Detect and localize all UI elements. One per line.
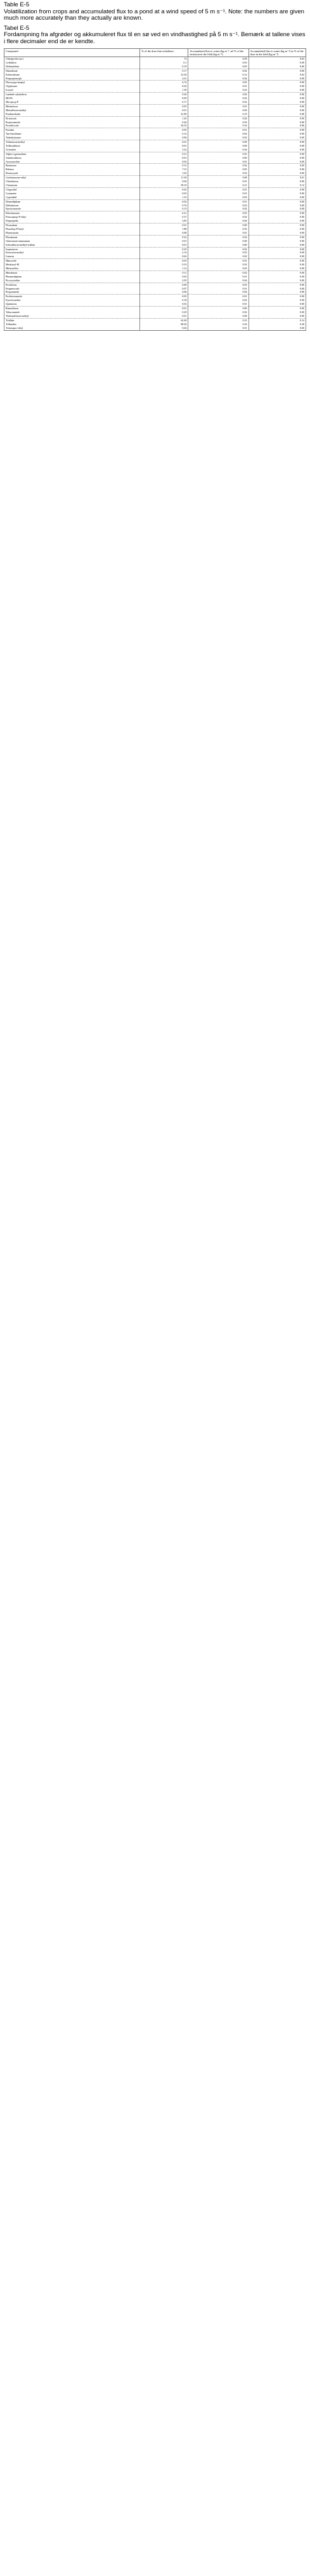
compound-name-cell: Iodosulfuron-methyl-sodium [4,243,140,247]
compound-name-cell: Propiconazole [4,121,140,124]
compound-name-cell: Quinmerac [4,302,140,306]
flux-dose-cell: 0.00 [249,326,306,330]
percent-volatilized-cell: 0.96 [140,136,188,140]
flux-dose-cell: 0.00 [249,215,306,219]
compound-name-cell: Cyprodinil [4,196,140,199]
flux-dose-cell: 0.00 [249,302,306,306]
percent-volatilized-cell: 1.88 [140,227,188,231]
percent-volatilized-cell: 0.07 [140,287,188,291]
percent-volatilized-cell: 74 [140,57,188,61]
flux-dose-cell: 0.00 [249,164,306,168]
flux-dose-cell: 0.00 [249,270,306,274]
flux-emission-cell: 0.05 [188,81,249,84]
percent-volatilized-cell: 2.14 [140,251,188,255]
flux-emission-cell: 0.01 [188,84,249,88]
flux-dose-cell: 0.01 [249,176,306,180]
flux-emission-cell: 0.21 [188,184,249,187]
compound-name-cell: Prosulfocarb [4,124,140,128]
flux-dose-cell: 0.00 [249,227,306,231]
percent-volatilized-cell: 0.01 [140,144,188,148]
flux-emission-cell: 0.00 [188,224,249,227]
compound-name-cell: Ioxynil [4,88,140,92]
compound-name-cell: Mancozeb [4,259,140,263]
flux-dose-cell: 0.00 [249,97,306,100]
percent-volatilized-cell: 1.02 [140,171,188,175]
flux-emission-cell: 0.03 [188,152,249,156]
flux-dose-cell: 0.00 [249,298,306,302]
flux-emission-cell: 0.23 [188,318,249,322]
flux-emission-cell: 0.02 [188,255,249,258]
percent-volatilized-cell: 0.27 [140,215,188,219]
percent-volatilized-cell: 0.02 [140,187,188,191]
flux-dose-cell: 0.00 [249,231,306,235]
flux-dose-cell: 0.03 [249,57,306,61]
compound-name-cell: Amidosulfuron [4,156,140,160]
flux-dose-cell: 0.00 [249,275,306,279]
flux-dose-cell: 0.02 [249,73,306,77]
flux-dose-cell: 0.00 [249,295,306,298]
percent-volatilized-cell: 41.80 [140,112,188,116]
flux-emission-cell: 0.02 [188,263,249,267]
percent-volatilized-cell: 0.01 [140,109,188,112]
flux-emission-cell: 0.02 [188,247,249,251]
table-id: Table E-5 [4,1,30,8]
flux-dose-cell: 0.00 [249,247,306,251]
compound-name-cell: Dimethoate [4,69,140,72]
percent-volatilized-cell: 0.01 [140,307,188,310]
flux-dose-cell: 0.00 [249,283,306,286]
flux-dose-cell: 0.00 [249,116,306,120]
flux-dose-cell: 0.00 [249,84,306,88]
compound-name-cell: Fenpropidin [4,219,140,223]
compound-name-cell: Rimsulfuron [4,307,140,310]
flux-dose-cell: 0.00 [249,88,306,92]
flux-dose-cell: 0.00 [249,251,306,255]
compound-name-cell: Desmedipham [4,199,140,203]
compound-name-cell: Prothioconazole [4,295,140,298]
flux-emission-cell: 0.03 [188,204,249,208]
flux-emission-cell: 0.01 [188,326,249,330]
compound-name-cell: Triflusulfuron [4,144,140,148]
flux-dose-cell: 0.00 [249,187,306,191]
percent-volatilized-cell: 11.30 [140,176,188,180]
compound-name-cell: Flumioxazin [4,231,140,235]
flux-dose-cell: 0.00 [249,160,306,164]
percent-volatilized-cell: 0.17 [140,69,188,72]
percent-volatilized-cell: 0.02 [140,199,188,203]
flux-dose-cell: 0.00 [249,199,306,203]
compound-name-cell: Carfentrazone-ethyl [4,176,140,180]
compound-name-cell: Triallate [4,318,140,322]
flux-emission-cell: 0.12 [188,73,249,77]
compound-name-cell: Tau-fluvalinate [4,132,140,136]
flux-emission-cell: 0.09 [188,57,249,61]
flux-emission-cell: 0.00 [188,156,249,160]
percent-volatilized-cell: 0.33 [140,263,188,267]
flux-emission-cell: 0.01 [188,287,249,291]
compound-name-cell: Mecoprop-P [4,100,140,104]
percent-volatilized-cell: 2.95 [140,279,188,283]
compound-name-cell: Ethofumesate [4,211,140,215]
flux-dose-cell: 0.00 [249,211,306,215]
flux-dose-cell: 0.00 [249,180,306,184]
flux-emission-cell: 0.01 [188,275,249,279]
compound-name-cell: Metamitron [4,104,140,108]
compound-name-cell: Chlorpyrifos (ac) [4,57,140,61]
percent-volatilized-cell: 6.74 [140,81,188,84]
flux-emission-cell: 0.04 [188,77,249,81]
flux-emission-cell: 0.05 [188,168,249,171]
flux-dose-cell: 0.00 [249,219,306,223]
flux-emission-cell: 0.00 [188,307,249,310]
percent-volatilized-cell: 2.61 [140,77,188,81]
compound-name-cell: Clopyralid [4,187,140,191]
flux-emission-cell: 0.04 [188,93,249,97]
compound-name-cell: Fenpropimorph [4,77,140,81]
percent-volatilized-cell: 0.62 [140,255,188,258]
percent-volatilized-cell: 0.05 [140,295,188,298]
flux-emission-cell: 0.02 [188,310,249,314]
table-header-row [4,49,306,57]
flux-dose-cell: 0.00 [249,239,306,243]
percent-volatilized-cell: 3.22 [140,148,188,152]
percent-volatilized-cell: 3.85 [140,219,188,223]
compound-name-cell: Alpha-cypermethrin [4,152,140,156]
compound-name-cell: Epoxiconazole [4,207,140,211]
compound-name-cell: Metalaxyl-M [4,263,140,267]
compound-name-cell: Pyraclostrobin [4,298,140,302]
flux-dose-cell: 0.00 [249,148,306,152]
table-body [4,57,306,331]
percent-volatilized-cell: 0.05 [140,128,188,132]
flux-dose-cell: 0.00 [249,243,306,247]
percent-volatilized-cell: 0.01 [140,239,188,243]
flux-dose-cell: 0.00 [249,287,306,291]
compound-name-cell: Terbuthylazine [4,136,140,140]
caption-danish [4,25,306,46]
flux-dose-cell: 0.00 [249,196,306,199]
percent-volatilized-cell: 0.31 [140,152,188,156]
percent-volatilized-cell: 62.40 [140,318,188,322]
compound-name-cell: Flurtamone [4,235,140,239]
flux-dose-cell: 0.00 [249,140,306,144]
percent-volatilized-cell: 0.01 [140,314,188,318]
percent-volatilized-cell: 0.29 [140,310,188,314]
flux-dose-cell: 0.00 [249,255,306,258]
flux-emission-cell: 0.03 [188,61,249,65]
flux-dose-cell: 0.00 [249,144,306,148]
table-title-danish: Fordampning fra afgrøder og akkumuleret flux til en sø ved en vindhastighed på 5 m s⁻¹. Bemærk at tallene vises i flere decimaler end de er kendte. [4,31,306,45]
percent-volatilized-cell: 0.02 [140,275,188,279]
header-percent-volatilized: % of the dose that volatilizes [140,49,188,57]
compound-name-cell: Thifensulfuron-methyl [4,314,140,318]
flux-dose-cell: 0.00 [249,61,306,65]
volatilization-table [4,48,306,331]
compound-name-cell: Prochloraz [4,283,140,286]
compound-name-cell: Cyanazine [4,192,140,196]
percent-volatilized-cell: 0.04 [140,180,188,184]
percent-volatilized-cell: 4.66 [140,290,188,294]
flux-emission-cell: 0.02 [188,298,249,302]
compound-name-cell: Fluazifop-P-butyl [4,227,140,231]
percent-volatilized-cell: 0.13 [140,207,188,211]
flux-emission-cell: 0.01 [188,187,249,191]
percent-volatilized-cell: 6.21 [140,211,188,215]
flux-emission-cell: 0.00 [188,314,249,318]
percent-volatilized-cell: 0.15 [140,164,188,168]
percent-volatilized-cell: 0.49 [140,283,188,286]
flux-dose-cell: 0.00 [249,81,306,84]
flux-dose-cell: 0.00 [249,100,306,104]
compound-name-cell: Azoxystrobin [4,160,140,164]
header-compound: Compound [4,49,140,57]
compound-name-cell: Pendimethalin [4,112,140,116]
flux-dose-cell: 0.30 [249,323,306,326]
percent-volatilized-cell: 7.51 [140,168,188,171]
flux-emission-cell: 0.04 [188,290,249,294]
compound-name-cell: Picoxystrobin [4,279,140,283]
percent-volatilized-cell: 0.02 [140,302,188,306]
flux-dose-cell: 0.00 [249,121,306,124]
compound-name-cell: Propyzamide [4,290,140,294]
compound-name-cell: Pirimicarb [4,116,140,120]
flux-emission-cell: 0.04 [188,116,249,120]
compound-name-cell: Lambda-cyhalothrin [4,93,140,97]
compound-name-cell: Diflufenican [4,204,140,208]
compound-name-cell: Esfenvalerate [4,73,140,77]
compound-name-cell: Bifenox [4,168,140,171]
flux-emission-cell: 0.04 [188,219,249,223]
compound-name-cell: Metazachlor [4,267,140,270]
flux-emission-cell: 0.01 [188,104,249,108]
percent-volatilized-cell: 0.25 [140,247,188,251]
percent-volatilized-cell: 0.04 [140,84,188,88]
flux-emission-cell: 0.00 [188,239,249,243]
flux-dose-cell: 0.00 [249,279,306,283]
percent-volatilized-cell: 0.17 [140,100,188,104]
flux-emission-cell: 0.03 [188,283,249,286]
flux-dose-cell: 0.06 [249,124,306,128]
flux-emission-cell: 0.03 [188,227,249,231]
flux-emission-cell: 0.02 [188,207,249,211]
flux-dose-cell: 0.00 [249,156,306,160]
flux-emission-cell: 0.02 [188,136,249,140]
flux-dose-cell: 0.08 [249,112,306,116]
flux-dose-cell: 0.00 [249,259,306,263]
compound-name-cell: Florasulam [4,224,140,227]
compound-name-cell: Tribenuron-methyl [4,140,140,144]
compound-name-cell: Bentazone [4,164,140,168]
flux-emission-cell: 0.03 [188,196,249,199]
flux-emission-cell: 0.00 [188,144,249,148]
flux-dose-cell: 0.00 [249,136,306,140]
compound-name-cell: Fluroxypyr-meptyl [4,81,140,84]
compound-name-cell: Fenoxaprop-P-ethyl [4,215,140,219]
flux-dose-cell: 0.00 [249,310,306,314]
flux-emission-cell: 0.01 [188,192,249,196]
compound-name-cell: Isoproturon [4,247,140,251]
flux-dose-cell: 0.00 [249,128,306,132]
percent-volatilized-cell: 0.19 [140,65,188,69]
table-title-english: Volatilization from crops and accumulated flux to a pond at a wind speed of 5 m s⁻¹. Note: the numbers are given much more accurately than they actually are known. [4,8,304,22]
flux-emission-cell: 0.01 [188,160,249,164]
flux-dose-cell: 0.00 [249,104,306,108]
flux-emission-cell: 0.08 [188,176,249,180]
percent-volatilized-cell: 0.04 [140,326,188,330]
flux-emission-cell: 0.02 [188,270,249,274]
flux-dose-cell: 0.00 [249,69,306,72]
compound-name-cell: Bromoxynil [4,171,140,175]
flux-dose-cell: 0.00 [249,168,306,171]
flux-emission-cell: 0.00 [188,109,249,112]
flux-dose-cell: 0.00 [249,93,306,97]
percent-volatilized-cell: 0.08 [140,231,188,235]
compound-name-cell: MCPA [4,97,140,100]
flux-emission-cell: 0.01 [188,128,249,132]
flux-emission-cell: 0.02 [188,97,249,100]
percent-volatilized-cell: 0.01 [140,243,188,247]
caption-english [4,2,306,22]
flux-emission-cell: 0.02 [188,171,249,175]
flux-dose-cell: 0.00 [249,263,306,267]
flux-emission-cell: 0.02 [188,100,249,104]
percent-volatilized-cell: 0.26 [140,93,188,97]
percent-volatilized-cell: 1.33 [140,196,188,199]
flux-emission-cell: 0.00 [188,243,249,247]
compound-name-cell: Chloridazon [4,180,140,184]
header-flux-percent-dose: Accumulated flux to water (kg m⁻²) as % of the dose in the field (kg m⁻²) [249,49,306,57]
percent-volatilized-cell: 58.10 [140,184,188,187]
compound-name-cell: Trifluralin [4,323,140,326]
flux-dose-cell: 0.14 [249,318,306,322]
flux-emission-cell: 0.34 [188,323,249,326]
flux-emission-cell: 0.01 [188,259,249,263]
percent-volatilized-cell: 0.76 [140,204,188,208]
percent-volatilized-cell: 0.22 [140,235,188,239]
flux-emission-cell: 0.03 [188,121,249,124]
percent-volatilized-cell: 0.03 [140,192,188,196]
flux-emission-cell: 0.02 [188,215,249,219]
compound-name-cell: Pyridate [4,128,140,132]
flux-emission-cell: 0.05 [188,211,249,215]
flux-emission-cell: 0.02 [188,132,249,136]
percent-volatilized-cell: 0.01 [140,140,188,144]
percent-volatilized-cell: 0.11 [140,270,188,274]
flux-emission-cell: 0.04 [188,279,249,283]
flux-dose-cell: 0.00 [249,207,306,211]
flux-emission-cell: 0.02 [188,69,249,72]
flux-dose-cell: 0.00 [249,314,306,318]
flux-emission-cell: 0.01 [188,199,249,203]
percent-volatilized-cell: 0.03 [140,259,188,263]
flux-emission-cell: 0.03 [188,251,249,255]
flux-dose-cell: 0.00 [249,152,306,156]
flux-emission-cell: 0.01 [188,295,249,298]
flux-dose-cell: 0.00 [249,65,306,69]
percent-volatilized-cell: 0.09 [140,97,188,100]
percent-volatilized-cell: 0.02 [140,160,188,164]
flux-emission-cell: 0.16 [188,124,249,128]
flux-dose-cell: 0.00 [249,235,306,239]
flux-emission-cell: 0.02 [188,164,249,168]
flux-dose-cell: 0.00 [249,307,306,310]
flux-dose-cell: 0.00 [249,77,306,81]
compound-name-cell: Glyphosate [4,84,140,88]
flux-emission-cell: 0.03 [188,88,249,92]
percent-volatilized-cell: 36.10 [140,124,188,128]
compound-name-cell: Cyfluthrin [4,61,140,65]
flux-emission-cell: 0.01 [188,180,249,184]
header-flux-percent-emission: Accumulated flux to water (kg m⁻², m² % of the emission in the field (kg m⁻²) [188,49,249,57]
compound-name-cell: Linuron [4,255,140,258]
percent-volatilized-cell: 88.20 [140,323,188,326]
flux-emission-cell: 0.03 [188,267,249,270]
table-id-danish: Tabel E-5 [4,24,30,32]
table-row [4,326,306,330]
flux-dose-cell: 0.00 [249,290,306,294]
compound-name-cell: Propamocarb [4,287,140,291]
percent-volatilized-cell: 0.12 [140,132,188,136]
compound-name-cell: Deltamethrin [4,65,140,69]
compound-name-cell: Clomazone [4,184,140,187]
compound-name-cell: Metsulfuron-methyl [4,109,140,112]
flux-dose-cell: 0.00 [249,267,306,270]
flux-dose-cell: 0.00 [249,171,306,175]
flux-emission-cell: 0.05 [188,65,249,69]
flux-emission-cell: 0.01 [188,302,249,306]
percent-volatilized-cell: 0.1 [140,61,188,65]
compound-name-cell: Glufosinate-ammonium [4,239,140,243]
percent-volatilized-cell: 0.01 [140,156,188,160]
compound-name-cell: Aclonifen [4,148,140,152]
compound-name-cell: Metribuzin [4,270,140,274]
percent-volatilized-cell: 1.12 [140,267,188,270]
flux-emission-cell: 0.04 [188,148,249,152]
percent-volatilized-cell: 23.30 [140,73,188,77]
compound-name-cell: Phenmedipham [4,275,140,279]
flux-dose-cell: 0.00 [249,224,306,227]
percent-volatilized-cell: 1.45 [140,116,188,120]
flux-emission-cell: 0.01 [188,231,249,235]
flux-dose-cell: 0.00 [249,204,306,208]
flux-dose-cell: 0.12 [249,184,306,187]
percent-volatilized-cell: 0.01 [140,224,188,227]
percent-volatilized-cell: 0.44 [140,121,188,124]
compound-name-cell: Trinexapac-ethyl [4,326,140,330]
flux-emission-cell: 0.19 [188,112,249,116]
percent-volatilized-cell: 0.18 [140,298,188,302]
compound-name-cell: Kresoxim-methyl [4,251,140,255]
percent-volatilized-cell: 1.39 [140,88,188,92]
flux-emission-cell: 0.00 [188,140,249,144]
compound-name-cell: Tebuconazole [4,310,140,314]
flux-emission-cell: 0.02 [188,235,249,239]
flux-dose-cell: 0.00 [249,192,306,196]
percent-volatilized-cell: 0.05 [140,104,188,108]
flux-dose-cell: 0.00 [249,132,306,136]
flux-dose-cell: 0.00 [249,109,306,112]
